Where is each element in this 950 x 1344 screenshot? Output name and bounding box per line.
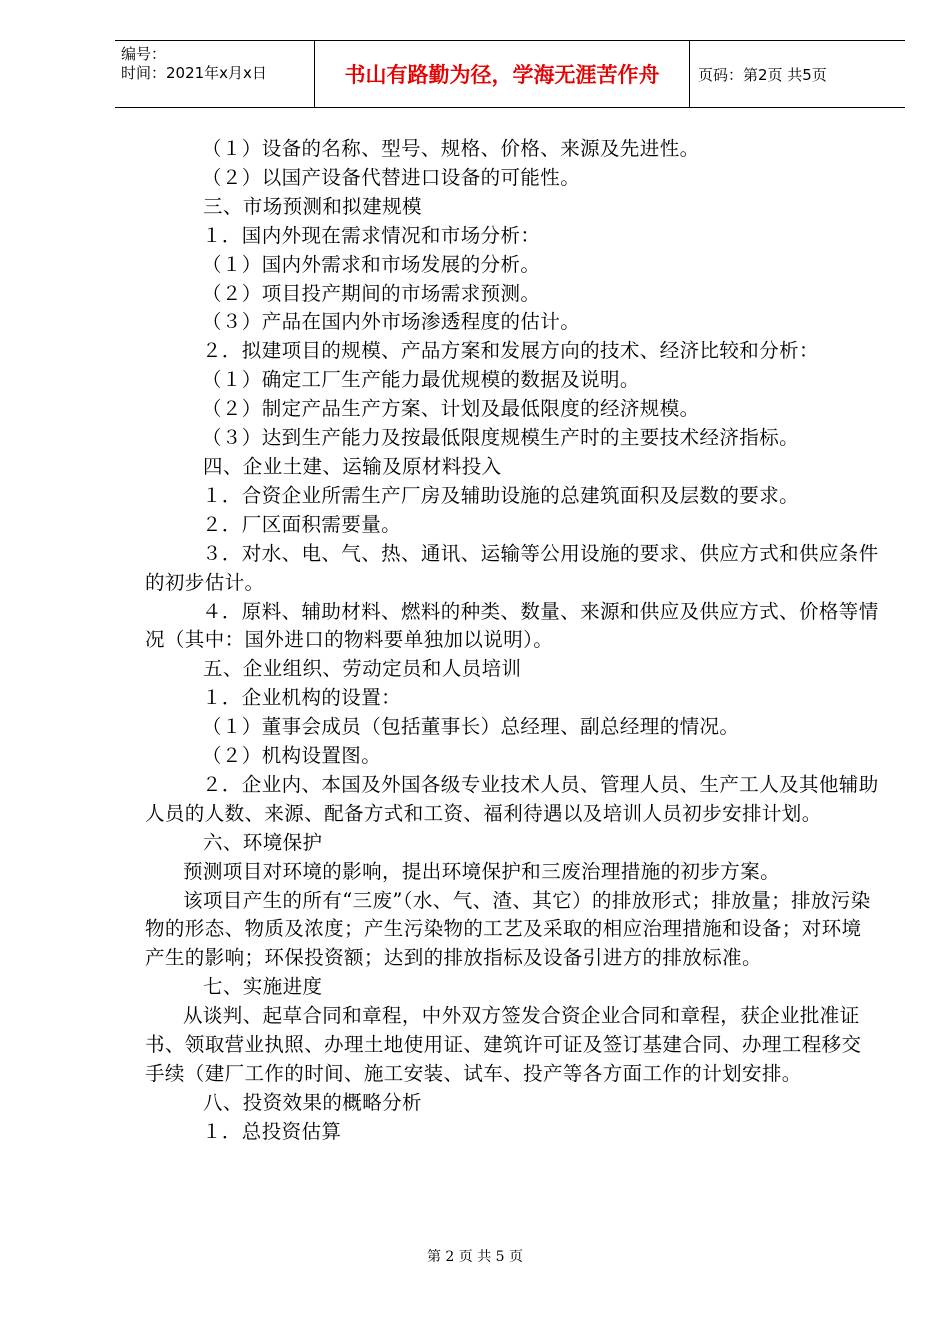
- section-heading: 五、企业组织、劳动定员和人员培训: [203, 657, 522, 681]
- document-number-label: 编号：: [121, 45, 167, 63]
- paragraph: ２．拟建项目的规模、产品方案和发展方向的技术、经济比较和分析：: [202, 339, 819, 363]
- paragraph: １．企业机构的设置：: [202, 686, 402, 710]
- section-heading: 三、市场预测和拟建规模: [203, 194, 422, 218]
- paragraph: （１）设备的名称、型号、规格、价格、来源及先进性。: [202, 137, 700, 160]
- paragraph: １．总投资估算: [202, 1119, 342, 1143]
- section-heading: 八、投资效果的概略分析: [203, 1090, 422, 1114]
- document-time-label: 时间：2021年x月x日: [121, 64, 267, 82]
- header-motto: 书山有路勤为径，学海无涯苦作舟: [315, 41, 690, 107]
- paragraph: １．国内外现在需求情况和市场分析：: [202, 223, 541, 247]
- page-header: [115, 40, 905, 108]
- paragraph: （２）项目投产期间的市场需求预测。: [202, 281, 541, 305]
- paragraph: （１）董事会成员（包括董事长）总经理、副总经理的情况。: [202, 715, 740, 739]
- header-page-info: 页码：第2页 共5页: [698, 65, 827, 84]
- paragraph: （３）产品在国内外市场渗透程度的估计。: [202, 310, 581, 334]
- paragraph: （１）确定工厂生产能力最优规模的数据及说明。: [202, 368, 640, 392]
- section-heading: 七、实施进度: [203, 975, 323, 999]
- paragraph: 该项目产生的所有“三废”（水、气、渣、其它）的排放形式；排放量；排放污染物的形态、物质及浓度；产生污染物的工艺及采取的相应治理措施和设备；对环境产生的影响；环保投资额；达到的排放指标及设备引进方的排放标准。: [145, 888, 871, 970]
- paragraph: （２）机构设置图。: [202, 744, 382, 768]
- paragraph: １．合资企业所需生产厂房及辅助设施的总建筑面积及层数的要求。: [202, 483, 800, 507]
- paragraph: ３．对水、电、气、热、通讯、运输等公用设施的要求、供应方式和供应条件的初步估计。: [145, 541, 879, 594]
- paragraph: 预测项目对环境的影响，提出环境保护和三废治理措施的初步方案。: [183, 859, 781, 883]
- paragraph: （２）制定产品生产方案、计划及最低限度的经济规模。: [202, 397, 700, 421]
- paragraph: （３）达到生产能力及按最低限度规模生产时的主要技术经济指标。: [202, 426, 800, 450]
- section-heading: 四、企业土建、运输及原材料投入: [203, 454, 502, 478]
- paragraph: ２．企业内、本国及外国各级专业技术人员、管理人员、生产工人及其他辅助人员的人数、来源、配备方式和工资、福利待遇以及培训人员初步安排计划。: [145, 772, 879, 825]
- paragraph: 从谈判、起草合同和章程，中外双方签发合资企业合同和章程，获企业批准证书、领取营业执照、办理土地使用证、建筑许可证及签订基建合同、办理工程移交手续（建厂工作的时间、施工安装、试车、投产等各方面工作的计划安排。: [145, 1004, 862, 1085]
- header-meta-cell: [115, 41, 315, 107]
- paragraph: ２．厂区面积需要量。: [202, 512, 402, 536]
- paragraph: （１）国内外需求和市场发展的分析。: [202, 252, 541, 276]
- document-body: [145, 135, 880, 1147]
- section-heading: 六、环境保护: [203, 830, 323, 854]
- page-footer: 第 2 页 共 5 页: [426, 1249, 524, 1265]
- paragraph: （２）以国产设备代替进口设备的可能性。: [202, 165, 581, 189]
- paragraph: ４．原料、辅助材料、燃料的种类、数量、来源和供应及供应方式、价格等情况（其中：国外进口的物料要单独加以说明）。: [145, 599, 879, 652]
